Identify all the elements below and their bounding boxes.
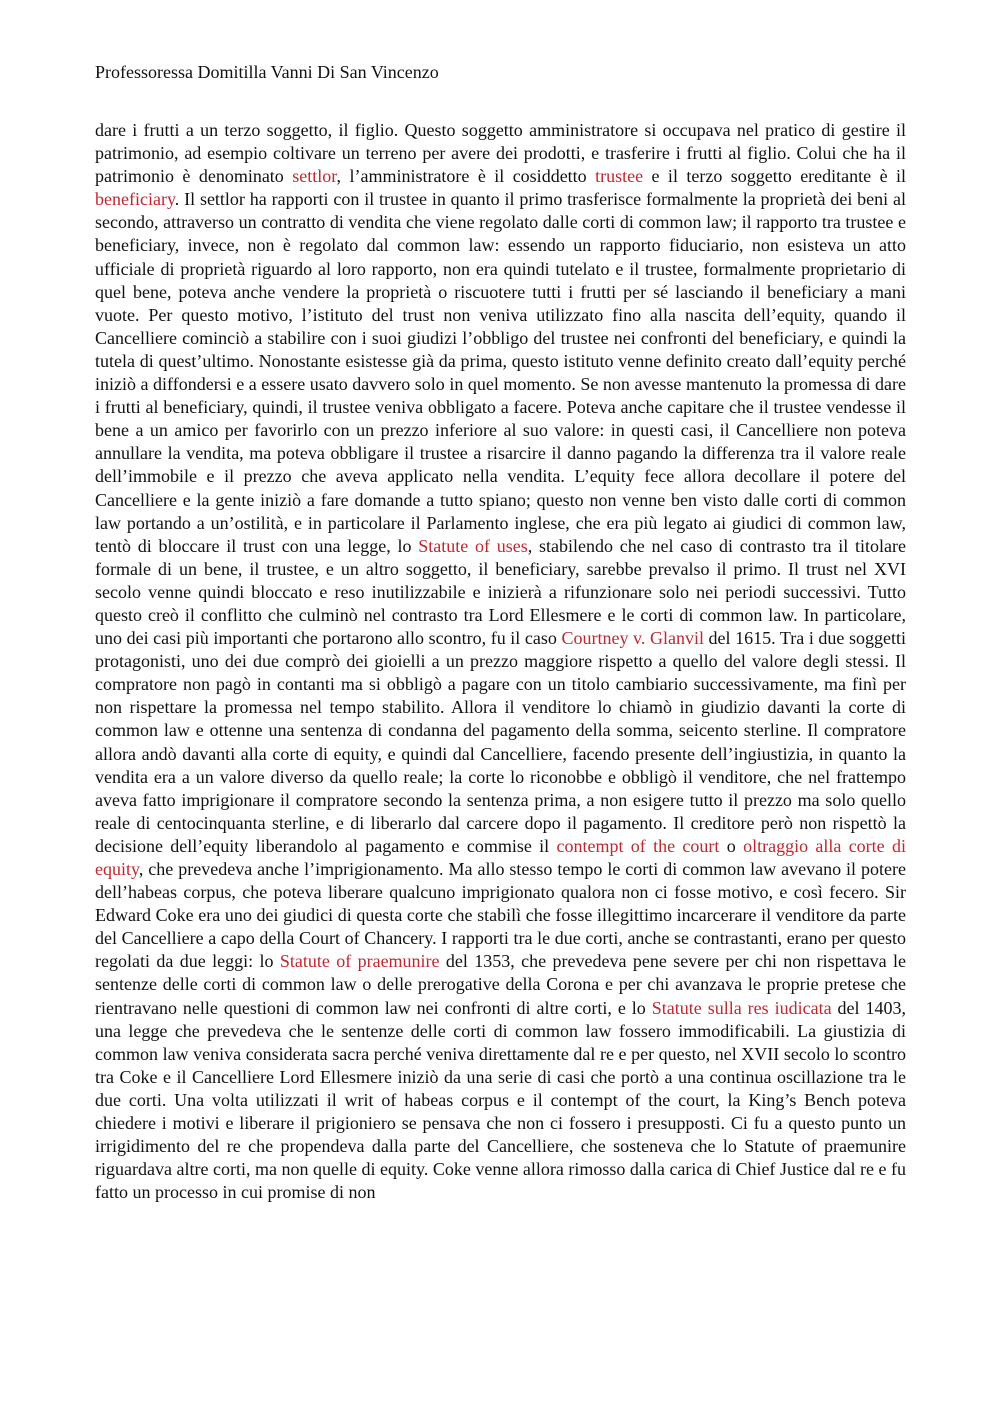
- text-segment: . Il settlor ha rapporti con il trustee in quanto il primo trasferisce formalmente la proprietà dei beni al secondo, attraverso un contratto di vendita che viene regolato dalle corti di common law; il rapporto tra trustee e beneficiary, invece, non è regolato dal common law: essendo un rapporto fiduciario, non esisteva un atto ufficiale di proprietà riguardo al loro rapporto, non era quindi tutelato e il trustee, formalmente proprietario di quel bene, poteva anche vendere la proprietà o riscuotere tutti i frutti per sé lasciando il beneficiary a mani vuote. Per questo motivo, l’istituto del trust non veniva utilizzato fino alla nascita dell’equity, quando il Cancelliere cominciò a stabilire con i suoi giudizi l’obbligo del trustee nei confronti del beneficiary, e quindi la tutela di quest’ultimo. Nonostante esistesse già da prima, questo istituto venne definito creato dall’equity perché iniziò a diffondersi e a essere usato davvero solo in quel momento. Se non avesse mantenuto la promessa di dare i frutti al beneficiary, quindi, il trustee veniva obbligato a facere. Poteva anche capitare che il trustee vendesse il bene a un amico per favorirlo con un prezzo inferiore al suo valore: in questi casi, il Cancelliere non poteva annullare la vendita, ma poteva obbligare il trustee a risarcire il danno pagando la differenza tra il valore reale dell’immobile e il prezzo che aveva applicato nella vendita. L’equity fece allora decollare il potere del Cancelliere e la gente iniziò a fare domande a tutto spiano; questo non venne ben visto dalle corti di common law portando a un’ostilità, e in particolare il Parlamento inglese, che era più legato ai giudici di common law, tentò di bloccare il trust con una legge, lo: [95, 189, 906, 556]
- highlighted-term: beneficiary: [95, 189, 175, 210]
- text-segment: , stabilendo che nel caso di contrasto tra il titolare formale di un bene, il trustee, e un altro soggetto, il beneficiary, sarebbe prevalso il primo. Il trust nel XVI secolo venne quindi bloccato e reso inutilizzabile e inizierà a rifunzionare solo nei periodi successivi. Tutto questo creò il conflitto che culminò nel contrasto tra Lord Ellesmere e le corti di common law. In particolare, uno dei casi più importanti che portarono allo scontro, fu il caso: [95, 535, 906, 649]
- page-header: Professoressa Domitilla Vanni Di San Vincenzo: [95, 62, 439, 82]
- highlighted-term: settlor: [292, 166, 337, 187]
- text-segment: del 1615. Tra i due soggetti protagonisti, uno dei due comprò dei gioielli a un prezzo maggiore rispetto a quello del valore degli stessi. Il compratore non pagò in contanti ma si obbligò a pagare con un titolo cambiario successivamente, ma finì per non rispettare la promessa nel tempo stabilito. Allora il venditore lo chiamò in giudizio davanti la corte di common law e ottenne una sentenza di condanna del pagamento della somma, seicento sterline. Il compratore allora andò davanti alla corte di equity, e quindi dal Cancelliere, facendo presente dell’ingiustizia, in quanto la vendita era a un valore diverso da quello reale; la corte lo riconobbe e obbligò il venditore, che nel frattempo aveva fatto imprigionare il compratore secondo la sentenza prima, a non esigere tutto il prezzo ma solo quello reale di centocinquanta sterline, e di liberarlo dal carcere dopo il pagamento. Il creditore però non rispettò la decisione dell’equity liberandolo al pagamento e commise il: [95, 628, 907, 856]
- highlighted-term: trustee: [595, 166, 644, 187]
- highlighted-term: contempt of the court: [556, 835, 720, 856]
- text-segment: dare i frutti a un terzo soggetto, il figlio. Questo soggetto amministratore si occupava nel pratico di gestire il patrimonio, ad esempio coltivare un terreno per avere dei prodotti, e trasferire i frutti al figlio. Colui che ha il patrimonio è denominato: [95, 120, 906, 187]
- highlighted-term: Statute of praemunire: [279, 951, 440, 972]
- highlighted-term: Courtney v. Glanvil: [561, 628, 704, 649]
- highlighted-term: Statute sulla res iudicata: [651, 997, 832, 1018]
- body-paragraph: [95, 119, 906, 1204]
- text-segment: , l’amministratore è il cosiddetto: [336, 166, 596, 187]
- text-segment: del 1403, una legge che prevedeva che le sentenze delle corti di common law fossero immodificabili. La giustizia di common law veniva considerata sacra perché veniva direttamente dal re e per questo, nel XVII secolo lo scontro tra Coke e il Cancelliere Lord Ellesmere iniziò da una serie di casi che portò a una continua oscillazione tra le due corti. Una volta utilizzati il writ of habeas corpus e il contempt of the court, la King’s Bench poteva chiedere i motivi e liberare il prigioniero se pensava che non ci fossero i presupposti. Ci fu a questo punto un irrigidimento del re che propendeva dalla parte del Cancelliere, che sosteneva che lo Statute of praemunire riguardava altre corti, ma non quelle di equity. Coke venne allora rimosso dalla carica di Chief Justice dal re e fu fatto un processo in cui promise di non: [95, 997, 906, 1203]
- text-segment: e il terzo soggetto ereditante è il: [643, 166, 906, 187]
- text-segment: del 1353, che prevedeva pene severe per chi non rispettava le sentenze delle corti di common law o delle prerogative della Corona e per chi avanzava le proprie pretese che rientravano nelle questioni di common law nei confronti di altre corti, e lo: [95, 951, 906, 1018]
- highlighted-term: oltraggio alla corte di equity: [95, 835, 906, 879]
- text-segment: o: [719, 835, 744, 856]
- highlighted-term: Statute of uses: [418, 535, 528, 556]
- text-segment: , che prevedeva anche l’imprigionamento. Ma allo stesso tempo le corti di common law avevano il potere dell’habeas corpus, che poteva liberare qualcuno imprigionato qualora non ci fosse motivo, e così fecero. Sir Edward Coke era uno dei giudici di questa corte che stabilì che fosse illegittimo incarcerare il venditore da parte del Cancelliere a capo della Court of Chancery. I rapporti tra le due corti, anche se contrastanti, erano per questo regolati da due leggi: lo: [95, 859, 906, 972]
